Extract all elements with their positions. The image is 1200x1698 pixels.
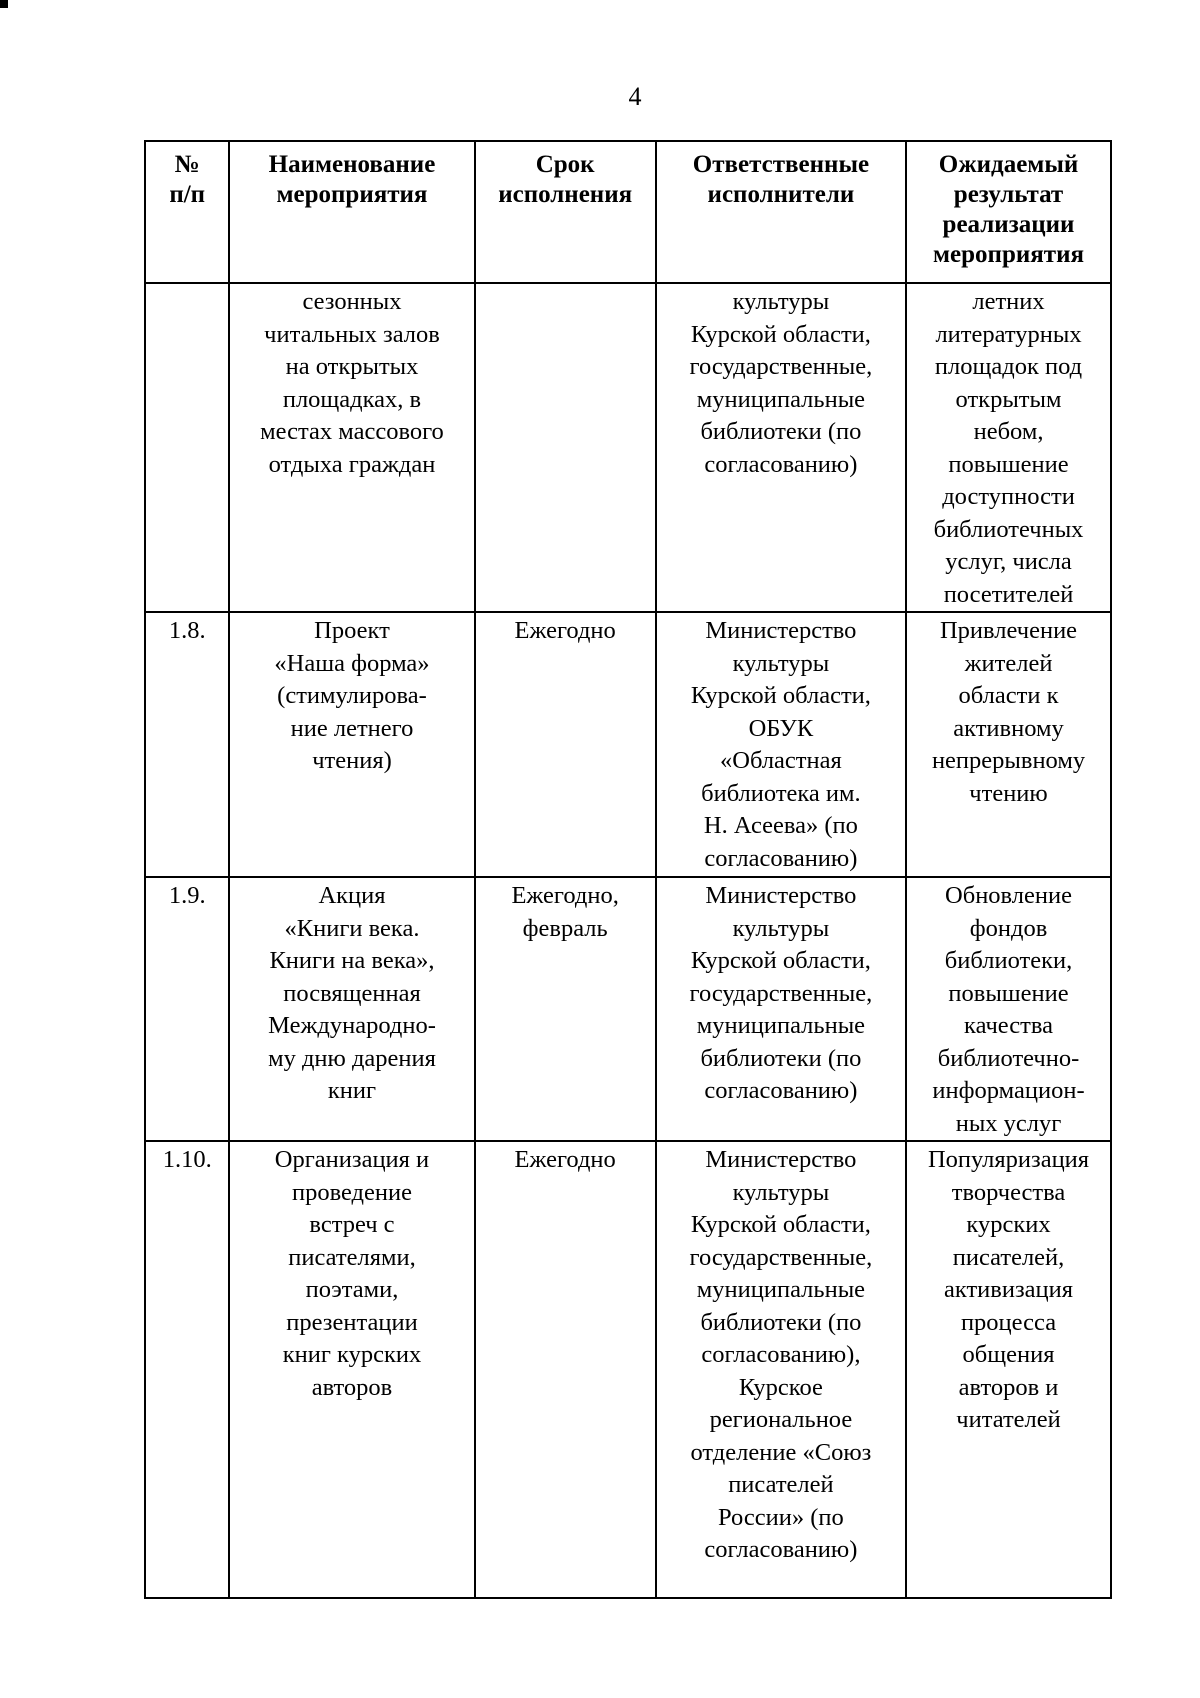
cell-responsible: культуры Курской области, государственные, муниципальные библиотеки (по согласованию) [656,283,906,612]
cell-result: Популяризация творчества курских писателей, активизация процесса общения авторов и читателей [906,1141,1111,1598]
cell-num: 1.9. [145,877,229,1141]
table-header-row [145,141,1111,283]
table-row [145,283,1111,612]
header-result: Ожидаемый результат реализации мероприятия [906,141,1111,283]
table-row [145,877,1111,1141]
cell-responsible: Министерство культуры Курской области, государственные, муниципальные библиотеки (по согласованию) [656,877,906,1141]
cell-responsible: Министерство культуры Курской области, ОБУК «Областная библиотека им. Н. Асеева» (по согласованию) [656,612,906,877]
cell-num: 1.10. [145,1141,229,1598]
header-responsible: Ответственные исполнители [656,141,906,283]
cell-result: Привлечение жителей области к активному непрерывному чтению [906,612,1111,877]
table-row [145,612,1111,877]
cell-term: Ежегодно, февраль [475,877,656,1141]
cell-result: летних литературных площадок под открытым небом, повышение доступности библиотечных услуг, числа посетителей [906,283,1111,612]
cell-term [475,283,656,612]
table-row [145,1141,1111,1598]
cell-term: Ежегодно [475,1141,656,1598]
cell-name: Акция «Книги века. Книги на века», посвященная Международно- му дню дарения книг [229,877,474,1141]
header-term: Срок исполнения [475,141,656,283]
cell-num: 1.8. [145,612,229,877]
cell-term: Ежегодно [475,612,656,877]
cell-name: сезонных читальных залов на открытых площадках, в местах массового отдыха граждан [229,283,474,612]
page-number: 4 [628,82,642,111]
activities-table [144,140,1112,1599]
cell-name: Проект «Наша форма» (стимулирова- ние летнего чтения) [229,612,474,877]
cell-result: Обновление фондов библиотеки, повышение качества библиотечно- информацион- ных услуг [906,877,1111,1141]
header-num: № п/п [145,141,229,283]
header-name: Наименование мероприятия [229,141,474,283]
cell-responsible: Министерство культуры Курской области, государственные, муниципальные библиотеки (по согласованию), Курское региональное отделение «Союз писателей России» (по согласованию) [656,1141,906,1598]
cell-num [145,283,229,612]
cell-name: Организация и проведение встреч с писателями, поэтами, презентации книг курских авторов [229,1141,474,1598]
scan-corner-mark [0,0,8,8]
